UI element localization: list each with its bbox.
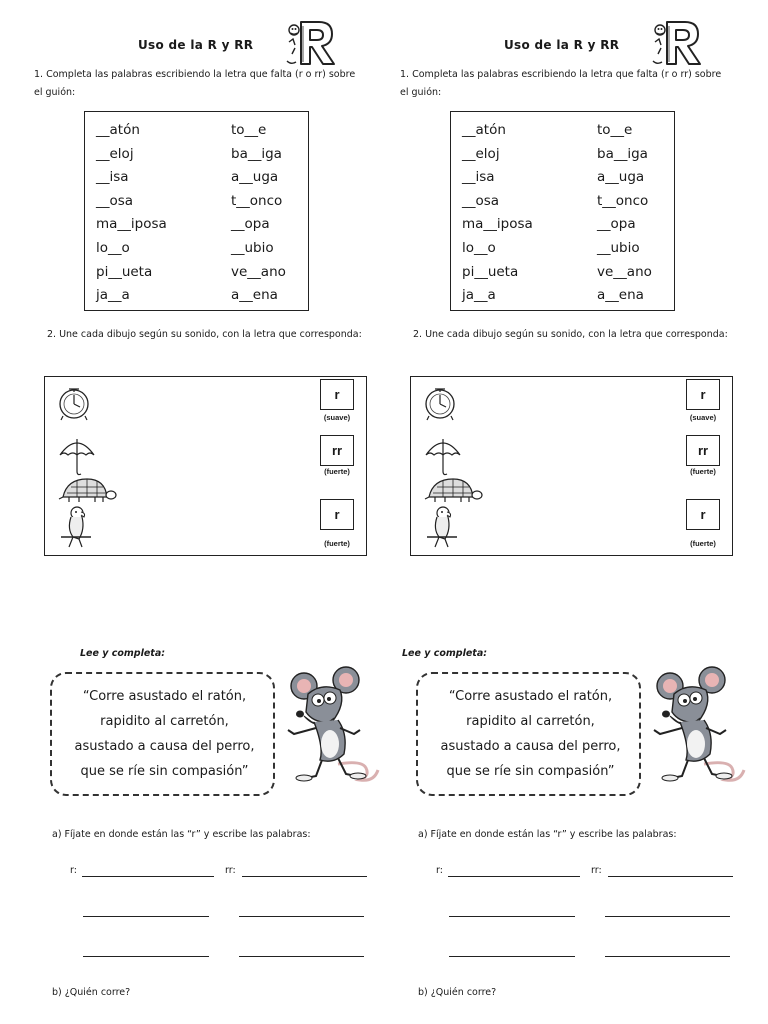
question-2-text: 2. Une cada dibujo según su sonido, con la letra que corresponda: [413, 329, 728, 340]
parrot-icon [57, 503, 97, 549]
word-item: pi__ueta [462, 263, 519, 280]
word-item: ja__a [96, 287, 130, 304]
letter-box: rr [320, 435, 354, 466]
word-item: ba__iga [231, 145, 282, 162]
word-item: a__ena [597, 287, 644, 304]
word-item: __atón [96, 122, 140, 138]
rr-label: rr: [225, 865, 236, 876]
word-item: __eloj [96, 145, 134, 162]
word-item: ve__ano [231, 263, 286, 280]
word-item: __eloj [462, 145, 500, 162]
letter-box: r [320, 379, 354, 410]
sound-label: (suave) [323, 413, 351, 422]
poem-line: rapidito al carretón, [100, 714, 229, 729]
word-completion-box [450, 111, 675, 311]
word-item: to__e [231, 122, 267, 138]
word-item: __isa [462, 169, 495, 186]
letter-r-mascot-icon [283, 14, 339, 70]
letter-r-mascot-icon [649, 14, 705, 70]
question-b-text: b) ¿Quién corre? [52, 987, 131, 998]
question-b-text: b) ¿Quién corre? [418, 987, 497, 998]
poem [418, 684, 643, 784]
rr-label: rr: [591, 865, 602, 876]
umbrella-icon [57, 435, 101, 477]
word-list-column-2 [231, 119, 286, 308]
umbrella-icon [423, 435, 467, 477]
word-item: __opa [597, 216, 636, 233]
poem-box [50, 672, 275, 796]
sound-matching-box [44, 376, 367, 556]
sound-label: (fuerte) [324, 467, 350, 476]
word-item: ba__iga [597, 145, 648, 162]
clock-icon [57, 383, 101, 423]
r-label: r: [436, 865, 443, 876]
word-item: to__e [597, 122, 633, 138]
sound-matching-box [410, 376, 733, 556]
read-and-complete-heading: Lee y completa: [402, 648, 488, 659]
answer-line[interactable] [242, 876, 367, 877]
word-item: a__ena [231, 287, 278, 304]
answer-line[interactable] [83, 956, 209, 957]
letter-box: r [686, 499, 720, 530]
word-item: pi__ueta [96, 263, 153, 280]
question-1-text: 1. Completa las palabras escribiendo la letra que falta (r o rr) sobre el guión: [400, 69, 722, 98]
answer-line[interactable] [448, 876, 580, 877]
worksheet-title: Uso de la R y RR [138, 38, 254, 52]
word-item: a__uga [231, 169, 279, 186]
word-completion-box [84, 111, 309, 311]
turtle-icon [57, 475, 117, 505]
word-item: t__onco [597, 192, 649, 209]
read-and-complete-heading: Lee y completa: [80, 648, 166, 659]
word-list-column-1 [462, 119, 533, 308]
letter-box: r [686, 379, 720, 410]
poem-line: rapidito al carretón, [466, 714, 595, 729]
turtle-icon [423, 475, 483, 505]
answer-line[interactable] [239, 916, 364, 917]
word-item: t__onco [231, 192, 283, 209]
answer-line[interactable] [449, 916, 575, 917]
answer-line[interactable] [83, 916, 209, 917]
word-item: lo__o [462, 239, 496, 256]
word-item: ma__iposa [96, 216, 167, 233]
word-item: __ubio [231, 239, 274, 256]
word-item: __ubio [597, 239, 640, 256]
question-2-text: 2. Une cada dibujo según su sonido, con la letra que corresponda: [47, 329, 362, 340]
worksheet-title: Uso de la R y RR [504, 38, 620, 52]
poem-line: “Corre asustado el ratón, [82, 689, 247, 704]
sound-label: (fuerte) [690, 467, 716, 476]
question-a-text: a) Fíjate en donde están las “r” y escribe las palabras: [52, 829, 311, 840]
sound-label: (suave) [689, 413, 717, 422]
clock-icon [423, 383, 467, 423]
r-label: r: [70, 865, 77, 876]
word-item: __osa [96, 192, 134, 209]
sound-label: (fuerte) [324, 539, 350, 548]
answer-line[interactable] [605, 956, 730, 957]
word-item: ma__iposa [462, 216, 533, 233]
question-1-text: 1. Completa las palabras escribiendo la letra que falta (r o rr) sobre el guión: [34, 69, 356, 98]
word-list-column-2 [597, 119, 652, 308]
poem [52, 684, 277, 784]
letter-box: rr [686, 435, 720, 466]
poem-line: que se ríe sin compasión” [80, 764, 249, 779]
answer-line[interactable] [449, 956, 575, 957]
scared-mouse-icon [648, 664, 746, 786]
word-item: __atón [462, 122, 506, 138]
word-item: ja__a [462, 287, 496, 304]
poem-line: asustado a causa del perro, [74, 739, 255, 754]
answer-line[interactable] [239, 956, 364, 957]
poem-line: que se ríe sin compasión” [446, 764, 615, 779]
answer-line[interactable] [82, 876, 214, 877]
word-list-column-1 [96, 119, 167, 308]
worksheet-right [366, 0, 750, 1024]
question-a-text: a) Fíjate en donde están las “r” y escribe las palabras: [418, 829, 677, 840]
letter-box: r [320, 499, 354, 530]
poem-line: asustado a causa del perro, [440, 739, 621, 754]
poem-box [416, 672, 641, 796]
poem-line: “Corre asustado el ratón, [448, 689, 613, 704]
word-item: ve__ano [597, 263, 652, 280]
word-item: lo__o [96, 239, 130, 256]
word-item: __isa [96, 169, 129, 186]
answer-line[interactable] [608, 876, 733, 877]
parrot-icon [423, 503, 463, 549]
word-item: __opa [231, 216, 270, 233]
word-item: a__uga [597, 169, 645, 186]
sound-label: (fuerte) [690, 539, 716, 548]
word-item: __osa [462, 192, 500, 209]
answer-line[interactable] [605, 916, 730, 917]
